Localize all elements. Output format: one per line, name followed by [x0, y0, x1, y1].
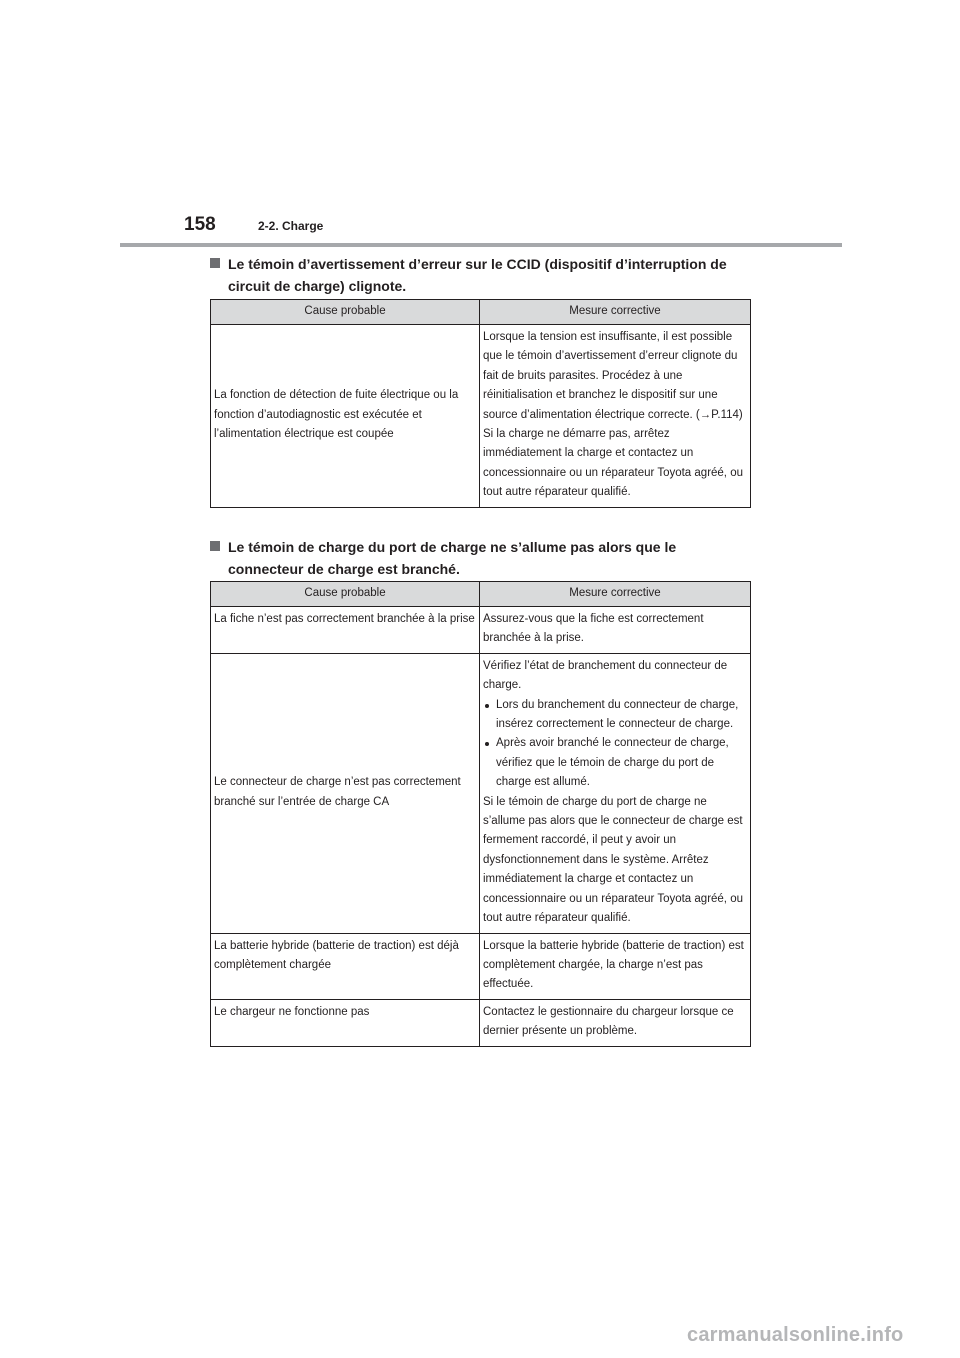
measure-paragraph: Vérifiez l’état de branchement du connecteur de charge. [483, 659, 728, 692]
measure-cell [480, 653, 751, 933]
page-number: 158 [184, 214, 216, 235]
troubleshooting-table-ccid [210, 299, 751, 508]
column-header-measure: Mesure corrective [480, 582, 751, 607]
measure-paragraph: Lorsque la tension est insuffisante, il est possible que le témoin d’avertissement d’erreur clignote du fait de bruits parasites. Procédez à une réinitialisation et branchez le dispositif sur une source d’alimentation électrique correcte. (→P.114) [483, 331, 743, 421]
troubleshooting-table-charge-port [210, 581, 751, 1047]
cause-cell: Le connecteur de charge n’est pas correctement branché sur l’entrée de charge CA [211, 653, 480, 933]
square-bullet-icon [210, 258, 220, 268]
column-header-measure: Mesure corrective [480, 300, 751, 325]
square-bullet-icon [210, 541, 220, 551]
measure-cell: Assurez-vous que la fiche est correctement branchée à la prise. [480, 607, 751, 654]
cause-cell: La fiche n’est pas correctement branchée à la prise [211, 607, 480, 654]
watermark: carmanualsonline.info [687, 1324, 904, 1346]
table-row [211, 325, 751, 508]
cause-cell: La batterie hybride (batterie de traction) est déjà complètement chargée [211, 933, 480, 999]
section-heading-ccid [210, 253, 755, 297]
measure-bullet-list [483, 696, 747, 793]
table-row [211, 999, 751, 1046]
table-header-row [211, 300, 751, 325]
measure-cell [480, 325, 751, 508]
cause-cell: Le chargeur ne fonctionne pas [211, 999, 480, 1046]
column-header-cause: Cause probable [211, 582, 480, 607]
table-row [211, 933, 751, 999]
table-row [211, 607, 751, 654]
table-header-row [211, 582, 751, 607]
measure-paragraph: Si le témoin de charge du port de charge ne s’allume pas alors que le connecteur de charge est fermement raccordé, il peut y avoir un dysfonctionnement dans le système. Arrêtez immédiatement la charge et contactez un concessionnaire ou un réparateur Toyota agréé, ou tout autre réparateur qualifié. [483, 795, 743, 925]
table-row [211, 653, 751, 933]
heading-text: Le témoin de charge du port de charge ne s’allume pas alors que le connecteur de charge est branché. [228, 539, 677, 577]
list-item: Lors du branchement du connecteur de charge, insérez correctement le connecteur de charge. [483, 696, 747, 735]
heading-text: Le témoin d’avertissement d’erreur sur le CCID (dispositif d’interruption de circuit de charge) clignote. [228, 256, 727, 294]
column-header-cause: Cause probable [211, 300, 480, 325]
section-heading-charge-port [210, 536, 755, 580]
section-title: 2-2. Charge [258, 219, 324, 233]
cause-cell: La fonction de détection de fuite électrique ou la fonction d’autodiagnostic est exécutée et l’alimentation électrique est coupée [211, 325, 480, 508]
measure-cell: Lorsque la batterie hybride (batterie de traction) est complètement chargée, la charge n’est pas effectuée. [480, 933, 751, 999]
header-divider [120, 243, 842, 247]
list-item: Après avoir branché le connecteur de charge, vérifiez que le témoin de charge du port de charge est allumé. [483, 734, 747, 792]
measure-cell: Contactez le gestionnaire du chargeur lorsque ce dernier présente un problème. [480, 999, 751, 1046]
measure-paragraph: Si la charge ne démarre pas, arrêtez immédiatement la charge et contactez un concessionnaire ou un réparateur Toyota agréé, ou tout autre réparateur qualifié. [483, 428, 743, 499]
